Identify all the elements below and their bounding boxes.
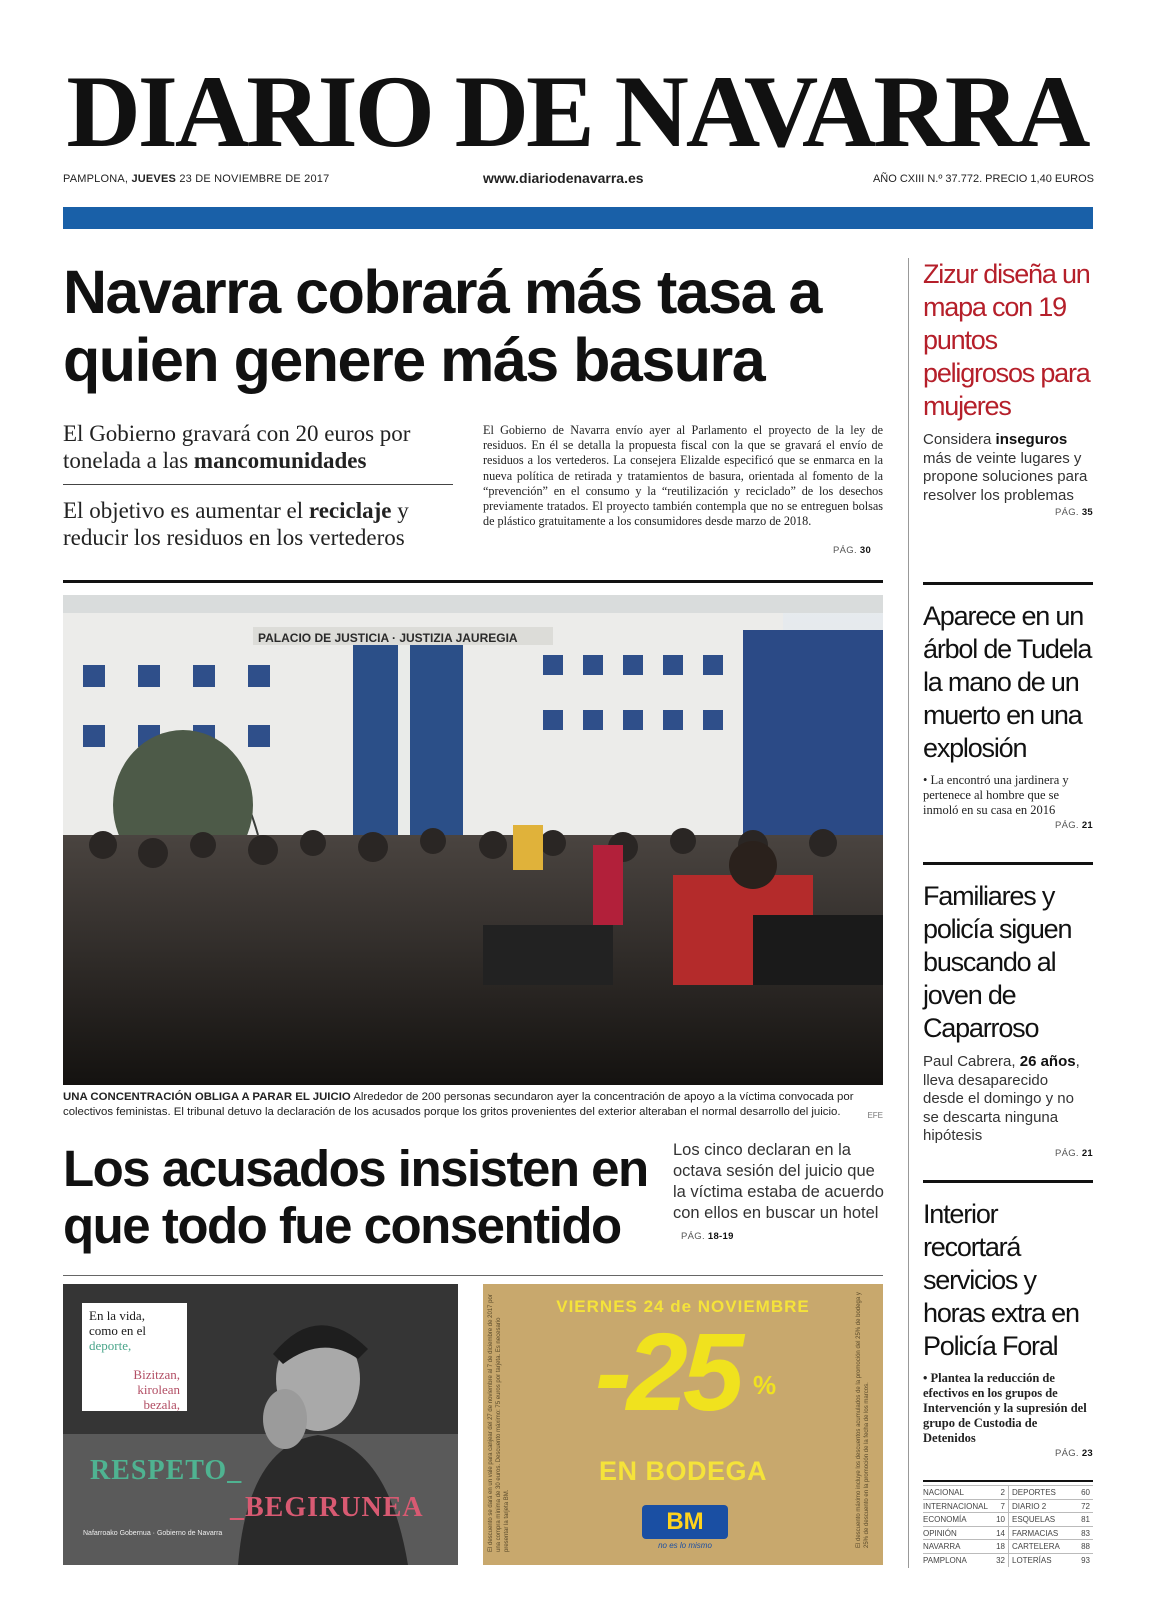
date: 23 DE NOVIEMBRE DE 2017: [179, 173, 330, 185]
page-label: PÁG.: [1054, 1147, 1079, 1159]
photo-credit: EFE: [867, 1111, 883, 1120]
note-line-5: kirolean: [137, 1382, 180, 1397]
column-rule: [908, 258, 909, 1568]
index-row: [923, 1526, 1093, 1540]
note-line-3: deporte,: [89, 1338, 132, 1353]
gov-left: Nafarroako Gobernua: [83, 1530, 151, 1537]
second-headline[interactable]: Los acusados insisten en que todo fue consentido: [63, 1140, 648, 1254]
sidebar-body: [923, 1053, 1093, 1146]
deck2-text-c: y reducir los residuos en los vertederos: [63, 498, 409, 550]
building-sign: PALACIO DE JUSTICIA · JUSTIZIA JAUREGIA: [258, 631, 518, 645]
masthead-title: DIARIO DE NAVARRA: [66, 55, 1088, 169]
sidebar-body: • La encontró una jardinera y pertenece al hombre que se inmoló en su casa en 2016: [923, 773, 1069, 817]
lead-body: El Gobierno de Navarra envío ayer al Parlamento el proyecto de la ley de residuos. En él se detalla la propuesta fiscal con la que se gravará el envío de residuos a los vertederos. La consejera Elizalde especificó que se enmarca en la nueva política de retirada y tratamientos de basura, orientada al fomento de la “prevención” en el consumo y la “reutilización y reciclado” de los desechos previamente tratados. El proyecto también contempla que no se entreguen bolsas de plástico gratuitamente a los consumidores desde marzo de 2018.: [483, 423, 883, 529]
index-entry[interactable]: [923, 1527, 1008, 1540]
deck2-bold: reciclaje: [308, 498, 392, 523]
index-page: 88: [1081, 1542, 1090, 1552]
page-number: 18-19: [707, 1231, 734, 1242]
lead-deck-2: [63, 497, 463, 551]
page-number: 30: [859, 545, 872, 556]
index-row: [923, 1499, 1093, 1513]
index-section: ESQUELAS: [1012, 1515, 1056, 1525]
body-text: • Plantea la reducción de efectivos en los grupos de Intervención y la supresión del grupo de Custodia de Detenidos: [923, 1371, 1087, 1445]
page-number: 23: [1081, 1448, 1093, 1459]
sidebar-page-ref[interactable]: [923, 507, 1093, 518]
section-rule: [63, 580, 883, 583]
page-label: PÁG.: [1054, 820, 1079, 831]
index-page: 2: [1000, 1488, 1005, 1497]
sidebar-story-zizur[interactable]: [923, 258, 1093, 518]
page-number: 21: [1081, 1147, 1093, 1159]
index-row: [923, 1512, 1093, 1526]
sidebar-body: [923, 431, 1093, 505]
index-section: DIARIO 2: [1012, 1501, 1047, 1511]
sidebar-headline[interactable]: Zizur diseña un mapa con 19 puntos peligrosos para mujeres: [923, 259, 1090, 421]
note-line-4: [89, 1367, 180, 1412]
index-section: ECONOMÍA: [923, 1515, 967, 1525]
ads-rule: [63, 1275, 883, 1276]
page-label: PÁG.: [833, 545, 857, 556]
body-b: inseguros: [995, 431, 1068, 448]
sidebar-rule: [923, 582, 1093, 585]
index-section: DEPORTES: [1012, 1488, 1056, 1497]
index-entry[interactable]: [1008, 1486, 1093, 1499]
lead-page-ref[interactable]: [833, 545, 871, 556]
page-number: 21: [1081, 820, 1093, 831]
bm-tagline: no es lo mismo: [658, 1541, 712, 1550]
index-section: LOTERÍAS: [1012, 1555, 1052, 1565]
photo-illustration: [63, 595, 883, 1085]
second-page-ref[interactable]: [681, 1231, 734, 1242]
index-row: [923, 1485, 1093, 1499]
index-entry[interactable]: [1008, 1513, 1093, 1526]
index-entry[interactable]: [923, 1513, 1008, 1526]
respeto-text: RESPETO_: [90, 1455, 243, 1486]
second-summary-text: Los cinco declaran en la octava sesión del juicio que la víctima estaba de acuerdo con ellos en buscar un hotel: [673, 1141, 884, 1222]
sidebar-story-tudela[interactable]: [923, 600, 1093, 831]
index-entry[interactable]: [1008, 1527, 1093, 1540]
page-label: PÁG.: [681, 1231, 705, 1242]
index-section: CARTELERA: [1012, 1542, 1060, 1552]
sidebar-page-ref[interactable]: [923, 1148, 1093, 1159]
body-a: Paul Cabrera,: [923, 1053, 1016, 1070]
bm-legal-right: El descuento máximo incluye los descuentos acumulados de la promoción del 25% de bodega y 25% de descuento en la promoción de la fecha de los marcos.: [856, 1292, 870, 1548]
index-page: 83: [1081, 1528, 1090, 1538]
sidebar-page-ref[interactable]: [923, 1448, 1093, 1459]
sidebar-rule: [923, 1180, 1093, 1183]
index-page: 60: [1081, 1488, 1090, 1497]
index-row: [923, 1553, 1093, 1567]
bm-discount: -25: [595, 1311, 739, 1434]
sidebar-rule: [923, 862, 1093, 865]
sidebar-story-caparroso[interactable]: [923, 880, 1093, 1159]
location: PAMPLONA,: [63, 173, 129, 185]
index-section: FARMACIAS: [1012, 1528, 1059, 1538]
index-rule: [923, 1480, 1093, 1482]
masthead-bar: [63, 207, 1093, 229]
deck1-bold: mancomunidades: [193, 448, 367, 473]
caption-title: UNA CONCENTRACIÓN OBLIGA A PARAR EL JUICIO: [63, 1091, 351, 1103]
index-section: OPINIÓN: [923, 1528, 957, 1538]
index-entry[interactable]: [923, 1486, 1008, 1499]
note-line-1: En la vida,: [89, 1308, 145, 1323]
page-number: 35: [1081, 507, 1093, 518]
sidebar-headline[interactable]: Aparece en un árbol de Tudela la mano de un muerto en una explosión: [923, 601, 1092, 763]
sidebar-page-ref[interactable]: [923, 820, 1093, 831]
sidebar-headline[interactable]: Familiares y policía siguen buscando al joven de Caparroso: [923, 881, 1072, 1043]
index-page: 93: [1081, 1555, 1090, 1565]
note-line-6: bezala,: [143, 1397, 180, 1412]
index-section: INTERNACIONAL: [923, 1501, 988, 1511]
caption-body: Alrededor de 200 personas secundaron ayer la concentración de apoyo a la víctima convocada por colectivos feministas. El tribunal detuvo la declaración de los acusados porque los gritos provenientes del exterior alteraban el normal desarrollo del juicio.: [63, 1091, 854, 1118]
index-entry[interactable]: [923, 1554, 1008, 1567]
index-entry[interactable]: [1008, 1540, 1093, 1553]
bm-percent: %: [753, 1370, 777, 1400]
sidebar-story-interior[interactable]: [923, 1198, 1093, 1459]
sidebar-headline[interactable]: Interior recortará servicios y horas extra en Policía Foral: [923, 1199, 1079, 1361]
lead-photo[interactable]: [63, 595, 883, 1085]
bm-where: EN BODEGA: [598, 1456, 768, 1486]
section-index: [923, 1485, 1093, 1567]
gobierno-logo: Nafarroako Gobernua · Gobierno de Navarra: [83, 1530, 223, 1537]
body-c: , lleva desaparecido desde el domingo y no se descarta ninguna hipótesis: [923, 1053, 1080, 1144]
index-section: PAMPLONA: [923, 1555, 967, 1565]
body-a: Considera: [923, 431, 992, 448]
website-link[interactable]: www.diariodenavarra.es: [483, 170, 644, 186]
respeto-note: [82, 1303, 187, 1411]
bm-logo: BM: [642, 1505, 728, 1539]
bm-day: VIERNES 24 de NOVIEMBRE: [556, 1297, 810, 1316]
deck1-text: El Gobierno gravará con 20 euros por tonelada a las: [63, 421, 411, 473]
lead-deck-1: [63, 420, 453, 485]
body-b: 26 años: [1019, 1053, 1076, 1070]
dateline: [63, 173, 329, 185]
page-label: PÁG.: [1054, 1448, 1079, 1459]
index-page: 18: [996, 1542, 1005, 1552]
index-page: 10: [996, 1515, 1005, 1525]
second-summary: [673, 1140, 888, 1247]
index-entry[interactable]: [1008, 1500, 1093, 1513]
gov-right: Gobierno de Navarra: [156, 1530, 223, 1537]
index-page: 7: [1000, 1501, 1005, 1511]
index-section: NAVARRA: [923, 1542, 961, 1552]
lead-headline[interactable]: Navarra cobrará más tasa a quien genere más basura: [63, 258, 821, 394]
index-entry[interactable]: [923, 1540, 1008, 1553]
photo-caption: [63, 1090, 883, 1123]
sidebar-body: [923, 1371, 1093, 1446]
body-c: más de veinte lugares y propone soluciones para resolver los problemas: [923, 449, 1088, 504]
index-row: [923, 1539, 1093, 1553]
index-page: 81: [1081, 1515, 1090, 1525]
index-page: 14: [996, 1528, 1005, 1538]
begirunea-text: _BEGIRUNEA: [230, 1492, 424, 1523]
index-section: NACIONAL: [923, 1488, 964, 1497]
index-entry[interactable]: [1008, 1554, 1093, 1567]
note-line-4a: Bizitzan,: [133, 1367, 180, 1382]
bm-legal-left: El descuento se dará en un vale para canjear del 27 de noviembre al 7 de diciembre de 2017 por una compra mínima de 30 euros. Descuento máximo: 75 euros por tarjeta. Es necesario presentar la tarjeta BM.: [488, 1294, 510, 1552]
index-page: 32: [996, 1555, 1005, 1565]
note-line-2: como en el: [89, 1323, 147, 1338]
page-label: PÁG.: [1054, 507, 1079, 518]
index-entry[interactable]: [923, 1500, 1008, 1513]
issue-info: AÑO CXIII N.º 37.772. PRECIO 1,40 EUROS: [872, 173, 1094, 185]
weekday: JUEVES: [131, 173, 177, 185]
deck2-text-a: El objetivo es aumentar el: [63, 498, 304, 523]
index-page: 72: [1081, 1501, 1090, 1511]
